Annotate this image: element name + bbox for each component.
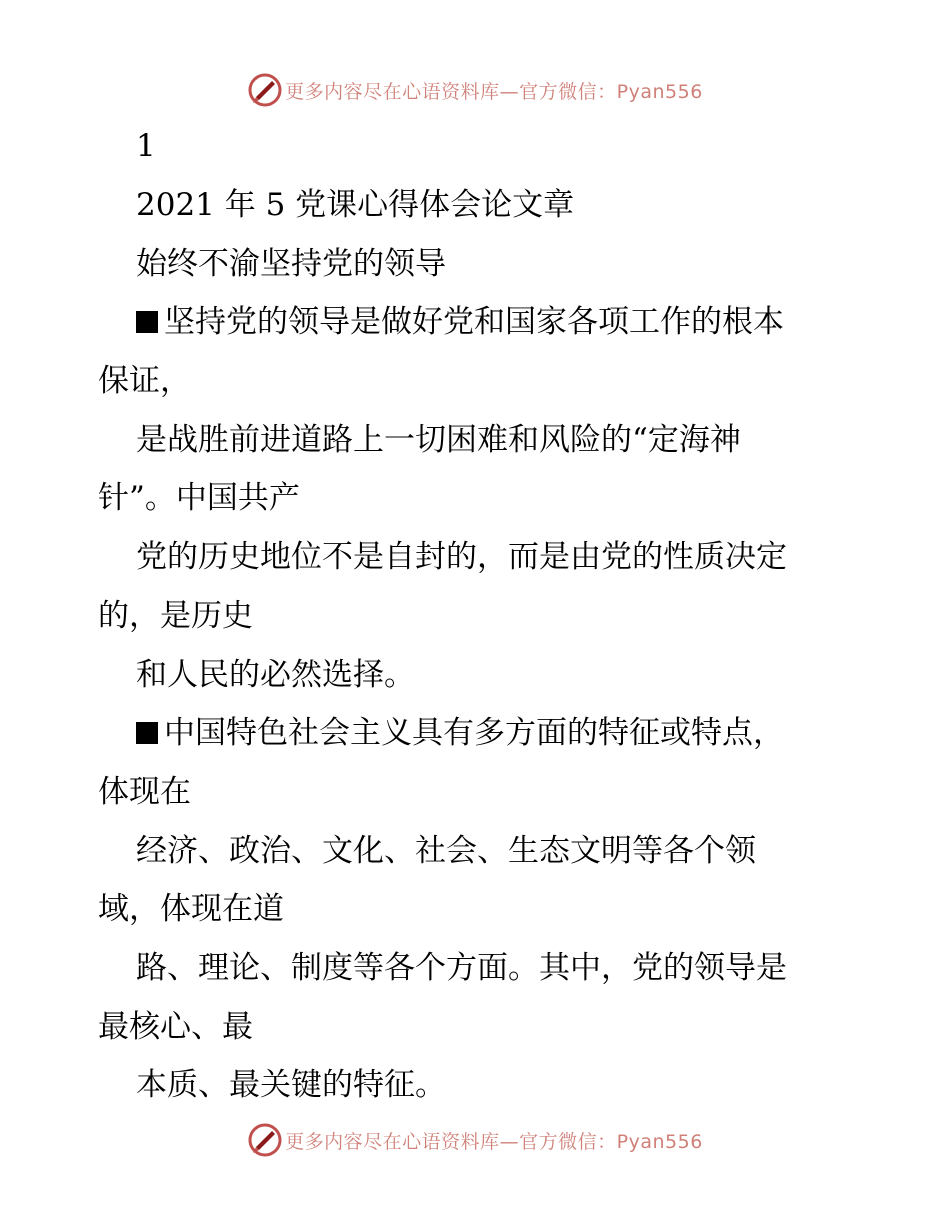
paragraph-line: 和人民的必然选择。 [136,657,415,693]
watermark-text: 更多内容尽在心语资料库—官方微信：Pyan556 [285,80,703,103]
footer-watermark [0,1120,950,1160]
paragraph-text: 坚持党的领导是做好党和国家各项工作的根本 [164,304,784,340]
paragraph-line: 的，是历史 [98,598,253,634]
document-title: 2021 年 5 党课心得体会论文章 [136,187,575,223]
page-number: 1 [136,128,156,164]
paragraph-line [0,713,950,753]
paragraph-line: 党的历史地位不是自封的，而是由党的性质决定 [136,539,787,575]
paragraph-line [0,302,950,342]
paragraph-line: 针”。中国共产 [98,480,300,516]
paragraph-line: 经济、政治、文化、社会、生态文明等各个领 [136,833,756,869]
paragraph-line: 最核心、最 [98,1009,253,1045]
quill-pen-logo-icon [247,1122,283,1158]
paragraph-line: 体现在 [98,774,191,810]
paragraph-line: 路、理论、制度等各个方面。其中，党的领导是 [136,950,787,986]
black-square-bullet-icon [136,722,158,744]
header-watermark [0,70,950,110]
paragraph-line: 保证， [98,363,191,399]
paragraph-text: 中国特色社会主义具有多方面的特征或特点， [164,715,784,751]
section-heading: 始终不渝坚持党的领导 [136,246,446,282]
quill-pen-logo-icon [247,72,283,108]
paragraph-line: 域，体现在道 [98,891,284,927]
black-square-bullet-icon [136,311,158,333]
paragraph-line: 是战胜前进道路上一切困难和风险的“定海神 [136,422,741,458]
paragraph-line: 本质、最关键的特征。 [136,1067,446,1103]
watermark-text: 更多内容尽在心语资料库—官方微信：Pyan556 [285,1130,703,1153]
